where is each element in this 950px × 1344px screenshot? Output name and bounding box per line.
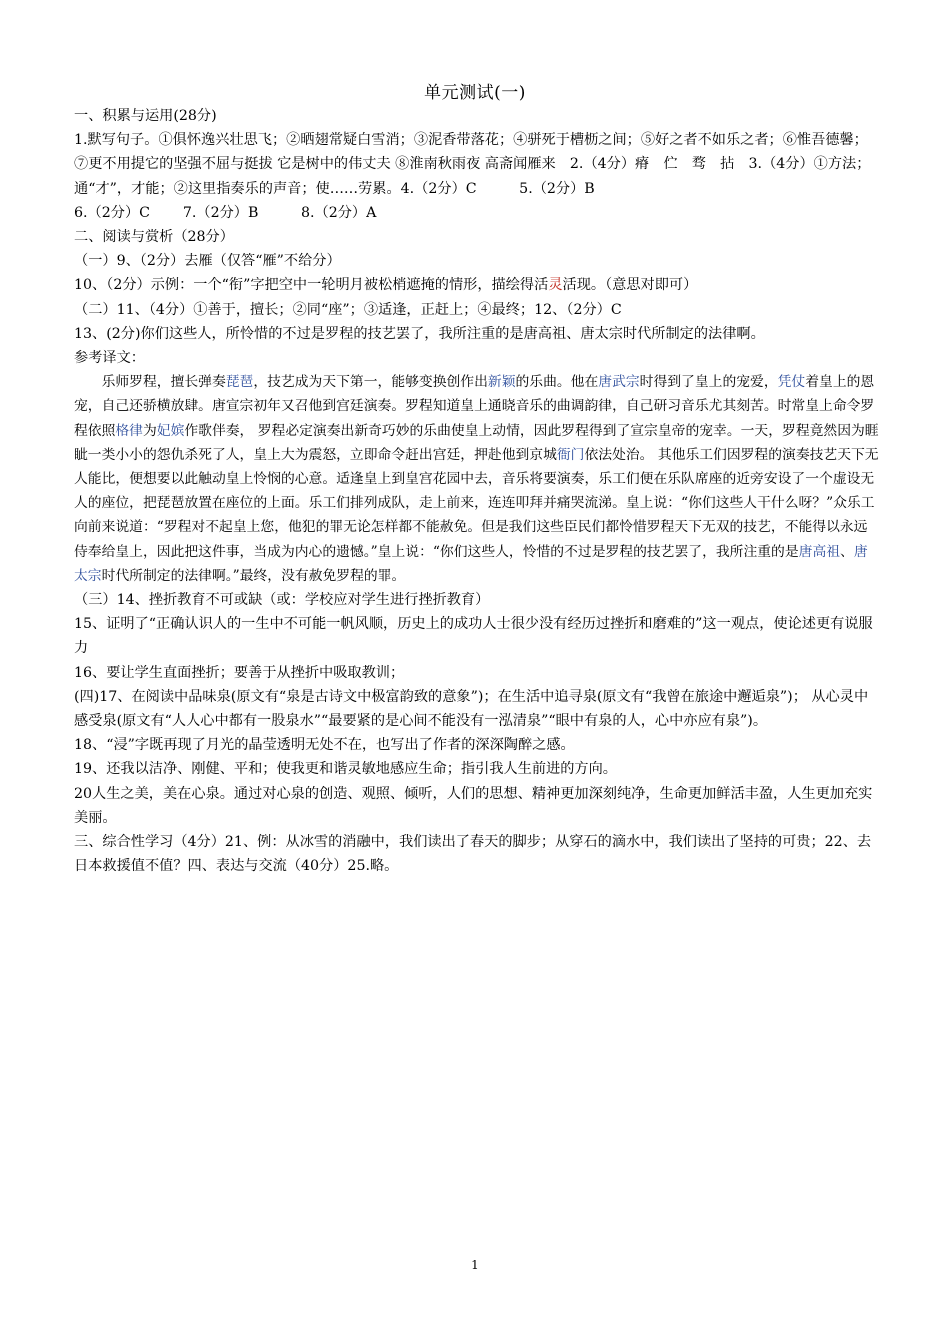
highlighted-term: 衙门 [556,446,585,463]
answer-q18: 18、“浸”字既再现了月光的晶莹透明无处不在，也写出了作者的深深陶醉之感。 [74,737,575,754]
section-heading-1: 一、积累与运用(28分) [74,108,217,124]
document-body [74,104,880,879]
answer-q6-8: 6.（2分）C 7.（2分）B 8.（2分）A [74,204,377,221]
answer-q16: 16、要让学生直面挫折；要善于从挫折中吸取教训； [74,664,405,681]
answer-part2-q11-12: （二）11、（4分）①善于，擅长；②同“座”；③适逢，正赶上；④最终；12、（2分）C [74,301,622,318]
highlight-char: 灵 [548,277,563,294]
answer-q10-text-a: 10、（2分）示例：一个“衔”字把空中一轮明月被松梢遮掩的情形，描绘得活 [74,277,549,294]
answer-q10-text-b: 活现。（意思对即可） [562,277,698,294]
answer-part3-q14: （三）14、挫折教育不可或缺（或：学校应对学生进行挫折教育） [74,592,490,609]
page-title: 单元测试(一) [424,83,526,103]
answer-q19: 19、还我以洁净、刚健、平和；使我更和谐灵敏地感应生命；指引我人生前进的方向。 [74,761,617,778]
translation-text: 时代所制定的法律啊。”最终，没有赦免罗程的罪。 [101,567,406,584]
highlighted-term: 妃嫔 [156,422,185,439]
answer-q20: 20人生之美，美在心泉。通过对心泉的创造、观照、倾听，人们的思想、精神更加深刻纯净，生命更加鲜活丰盈，人生更加充实美丽。 [74,785,873,826]
highlighted-term: 格律 [115,422,143,439]
translation-text: 、 [840,543,854,560]
highlighted-term: 新颖 [487,374,516,391]
translation-text: 乐师罗程，擅长弹奏 [101,374,226,391]
page-number: 1 [471,1258,479,1272]
translation-text: ，技艺成为天下第一，能够变换创作出 [253,374,488,391]
highlighted-term: 琵琶 [225,374,254,391]
highlighted-term: 唐武宗 [598,374,640,391]
reference-translation-label: 参考译文： [74,350,145,367]
section-heading-3: 三、综合性学习（4分）21、例：从冰雪的消融中，我们读出了春天的脚步；从穿石的滴水中，我们读出了坚持的可贵；22、去日本救援值不值？四、表达与交流（40分）25.略。 [74,834,872,875]
translation-text: 着皇上的恩宠，自己还骄横放肆。唐宣宗初年又召他到宫廷演奏。罗程知道皇上通晓音乐的曲调韵律，自己研习音乐尤其刻苦。时常皇上命令罗程依照 [74,374,875,439]
answer-q10 [74,273,880,297]
answer-q15: 15、证明了“正确认识人的一生中不可能一帆风顺，历史上的成功人士很少没有经历过挫折和磨难的”这一观点，使论述更有说服力 [74,616,873,657]
translation-text: 作歌伴奏， 罗程必定演奏出新奇巧妙的乐曲使皇上动情，因此罗程得到了宣宗皇帝的宠幸。一天，罗程竟然因为睚眦一类小小的怨仇杀死了人，皇上大为震怒，立即命令赶出宫廷，押赴他到京城 [74,422,879,463]
section-heading-2: 二、阅读与赏析（28分） [74,229,234,246]
translation-text: 的乐曲。他在 [515,374,599,391]
translation-text: 依法处治。 其他乐工们因罗程的演奏技艺天下无人能比，便想要以此触动皇上怜悯的心意。适逢皇上到皇宫花园中去，音乐将要演奏，乐工们便在乐队席座的近旁安设了一个虚设无人的座位，把琵琶放置在座位的上面。乐工们排列成队，走上前来，连连叩拜并痛哭流涕。皇上说：“你们这些人干什么呀？”众乐工向前来说道：“罗程对不起皇上您，他犯的罪无论怎样都不能赦免。但是我们这些臣民们都怜惜罗程天下无双的技艺，不能得以永远侍奉给皇上，因此把这件事，当成为内心的遗憾。”皇上说：“你们这些人，怜惜的不过是罗程的技艺罢了，我所注重的是 [74,446,879,560]
answer-part4-q17: (四)17、在阅读中品味泉(原文有“泉是古诗文中极富韵致的意象”)；在生活中追寻泉(原文有“我曾在旅途中邂逅泉”)； 从心灵中感受泉(原文有“人人心中都有一股泉水”“最要紧的是心间不能没有一泓清泉”“眼中有泉的人，心中亦应有泉”)。 [74,688,869,730]
highlighted-term: 凭仗 [777,374,806,391]
answer-q13: 13、(2分)你们这些人，所怜惜的不过是罗程的技艺罢了，我所注重的是唐高祖、唐太宗时代所制定的法律啊。 [74,325,765,342]
translation-text: 时得到了皇上的宠爱， [639,374,778,391]
reference-translation [74,370,880,588]
highlighted-term: 唐高祖 [798,543,841,560]
translation-text: 为 [142,422,157,439]
answer-q1-5: 1.默写句子。①俱怀逸兴壮思飞；②晒翅常疑白雪消；③泥香带落花；④骈死于槽枥之间；⑤好之者不如乐之者；⑥惟吾德馨；⑦更不用提它的坚强不屈与挺拔 它是树中的伟丈夫 ⑧淮南秋雨夜 高斋闻雁来 2.（4分）瘠 伫 骛 拈 3.（4分）①方法；通“才”，才能；②这里指奏乐的声音；使……劳累。4.（2分）C 5.（2分）B [74,132,871,197]
answer-part1-q9: （一）9、（2分）去雁（仅答“雁”不给分） [74,253,341,270]
highlighted-term: 唐太宗 [74,543,868,584]
